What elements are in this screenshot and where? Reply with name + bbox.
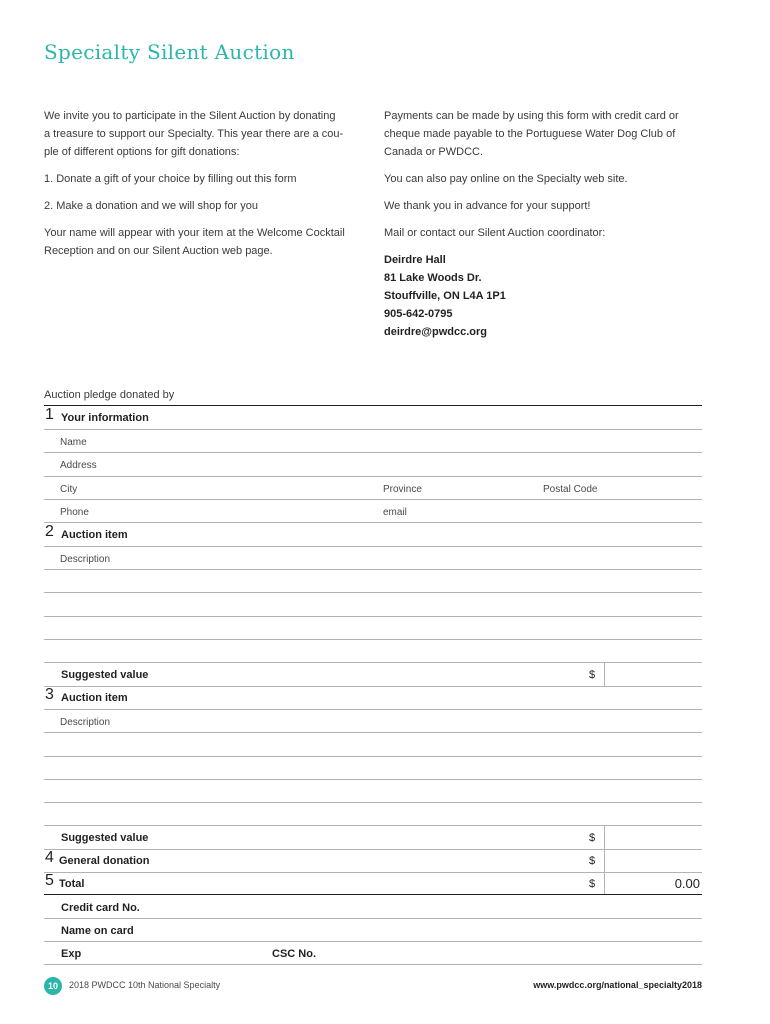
form-header: Auction pledge donated by xyxy=(44,389,175,401)
online-payment-note: You can also pay online on the Specialty web site. xyxy=(384,173,628,185)
intro-left-paragraph xyxy=(44,107,343,161)
contact-note: Mail or contact our Silent Auction coordinator: xyxy=(384,227,606,239)
postal-code-label: Postal Code xyxy=(543,484,598,495)
option-one: 1. Donate a gift of your choice by filling out this form xyxy=(44,173,297,185)
description-label: Description xyxy=(60,717,111,728)
credit-card-input[interactable] xyxy=(150,898,700,918)
divider xyxy=(44,592,702,593)
province-input[interactable] xyxy=(430,479,535,499)
email-label: email xyxy=(383,507,407,518)
intro-line: ple of different options for gift donations: xyxy=(44,146,240,158)
coordinator-street: 81 Lake Woods Dr. xyxy=(384,272,482,284)
page-title: Specialty Silent Auction xyxy=(44,40,295,64)
description-textarea[interactable] xyxy=(120,712,700,824)
section-number: 4 xyxy=(45,849,54,866)
section-title: Auction item xyxy=(61,692,128,704)
csc-label: CSC No. xyxy=(272,948,316,960)
divider xyxy=(44,616,702,617)
currency-symbol: $ xyxy=(589,855,596,867)
coordinator-address xyxy=(384,251,506,341)
page-number-badge: 10 xyxy=(44,977,62,995)
general-donation-label: General donation xyxy=(59,855,150,867)
footer-url[interactable]: www.pwdcc.org/national_specialty2018 xyxy=(533,980,702,990)
general-donation-input[interactable] xyxy=(608,851,700,871)
form-top-rule xyxy=(44,405,702,406)
divider xyxy=(44,779,702,780)
coordinator-phone: 905-642-0795 xyxy=(384,308,453,320)
csc-input[interactable] xyxy=(325,944,700,964)
city-label: City xyxy=(60,484,78,495)
total-label: Total xyxy=(59,878,85,890)
divider xyxy=(44,639,702,640)
divider xyxy=(44,802,702,803)
coordinator-name: Deirdre Hall xyxy=(384,254,446,266)
value-separator xyxy=(604,662,605,686)
currency-symbol: $ xyxy=(589,669,596,681)
divider xyxy=(44,476,702,477)
name-input[interactable] xyxy=(100,432,700,452)
expiry-label: Exp xyxy=(61,948,82,960)
section-title: Your information xyxy=(61,412,149,424)
payment-line: cheque made payable to the Portuguese Water Dog Club of xyxy=(384,128,676,140)
payment-line: Canada or PWDCC. xyxy=(384,146,484,158)
divider xyxy=(44,709,702,710)
address-label: Address xyxy=(60,460,97,471)
coordinator-email[interactable]: deirdre@pwdcc.org xyxy=(384,326,488,338)
divider xyxy=(44,941,702,942)
divider xyxy=(44,499,702,500)
notice-line: Reception and on our Silent Auction web page. xyxy=(44,245,273,257)
section-title: Auction item xyxy=(61,529,128,541)
suggested-value-input[interactable] xyxy=(608,828,700,848)
intro-line: We invite you to participate in the Silent Auction by donating xyxy=(44,110,336,122)
suggested-value-label: Suggested value xyxy=(61,669,149,681)
divider xyxy=(44,686,702,687)
suggested-value-label: Suggested value xyxy=(61,832,149,844)
suggested-value-input[interactable] xyxy=(608,665,700,685)
divider xyxy=(44,546,702,547)
payment-info xyxy=(384,107,679,161)
phone-input[interactable] xyxy=(100,502,375,522)
description-textarea[interactable] xyxy=(120,549,700,661)
section-number: 5 xyxy=(45,872,54,889)
divider xyxy=(44,964,702,965)
divider xyxy=(44,452,702,453)
name-on-card-label: Name on card xyxy=(61,925,134,937)
phone-label: Phone xyxy=(60,507,89,518)
email-input[interactable] xyxy=(415,502,700,522)
divider xyxy=(44,522,702,523)
footer-event-name: 2018 PWDCC 10th National Specialty xyxy=(69,980,221,990)
thank-you-note: We thank you in advance for your support! xyxy=(384,200,591,212)
address-input[interactable] xyxy=(110,455,700,475)
coordinator-city: Stouffville, ON L4A 1P1 xyxy=(384,290,506,302)
currency-symbol: $ xyxy=(589,878,596,890)
intro-line: a treasure to support our Specialty. This year there are a cou- xyxy=(44,128,344,140)
name-label: Name xyxy=(60,437,87,448)
section-number: 3 xyxy=(45,686,54,703)
option-two: 2. Make a donation and we will shop for you xyxy=(44,200,259,212)
divider xyxy=(44,569,702,570)
name-on-card-input[interactable] xyxy=(145,921,700,941)
notice-line: Your name will appear with your item at the Welcome Cocktail xyxy=(44,227,345,239)
total-rule xyxy=(44,894,702,895)
divider xyxy=(44,429,702,430)
value-separator xyxy=(604,825,605,895)
city-input[interactable] xyxy=(90,479,375,499)
expiry-input[interactable] xyxy=(90,944,260,964)
divider xyxy=(44,756,702,757)
section-number: 2 xyxy=(45,523,54,540)
total-value: 0.00 xyxy=(674,876,700,891)
payment-line: Payments can be made by using this form with credit card or xyxy=(384,110,679,122)
divider xyxy=(44,732,702,733)
name-notice xyxy=(44,224,345,260)
currency-symbol: $ xyxy=(589,832,596,844)
section-number: 1 xyxy=(45,406,54,423)
postal-code-input[interactable] xyxy=(605,479,700,499)
description-label: Description xyxy=(60,554,111,565)
credit-card-label: Credit card No. xyxy=(61,902,140,914)
divider xyxy=(44,918,702,919)
province-label: Province xyxy=(383,484,422,495)
